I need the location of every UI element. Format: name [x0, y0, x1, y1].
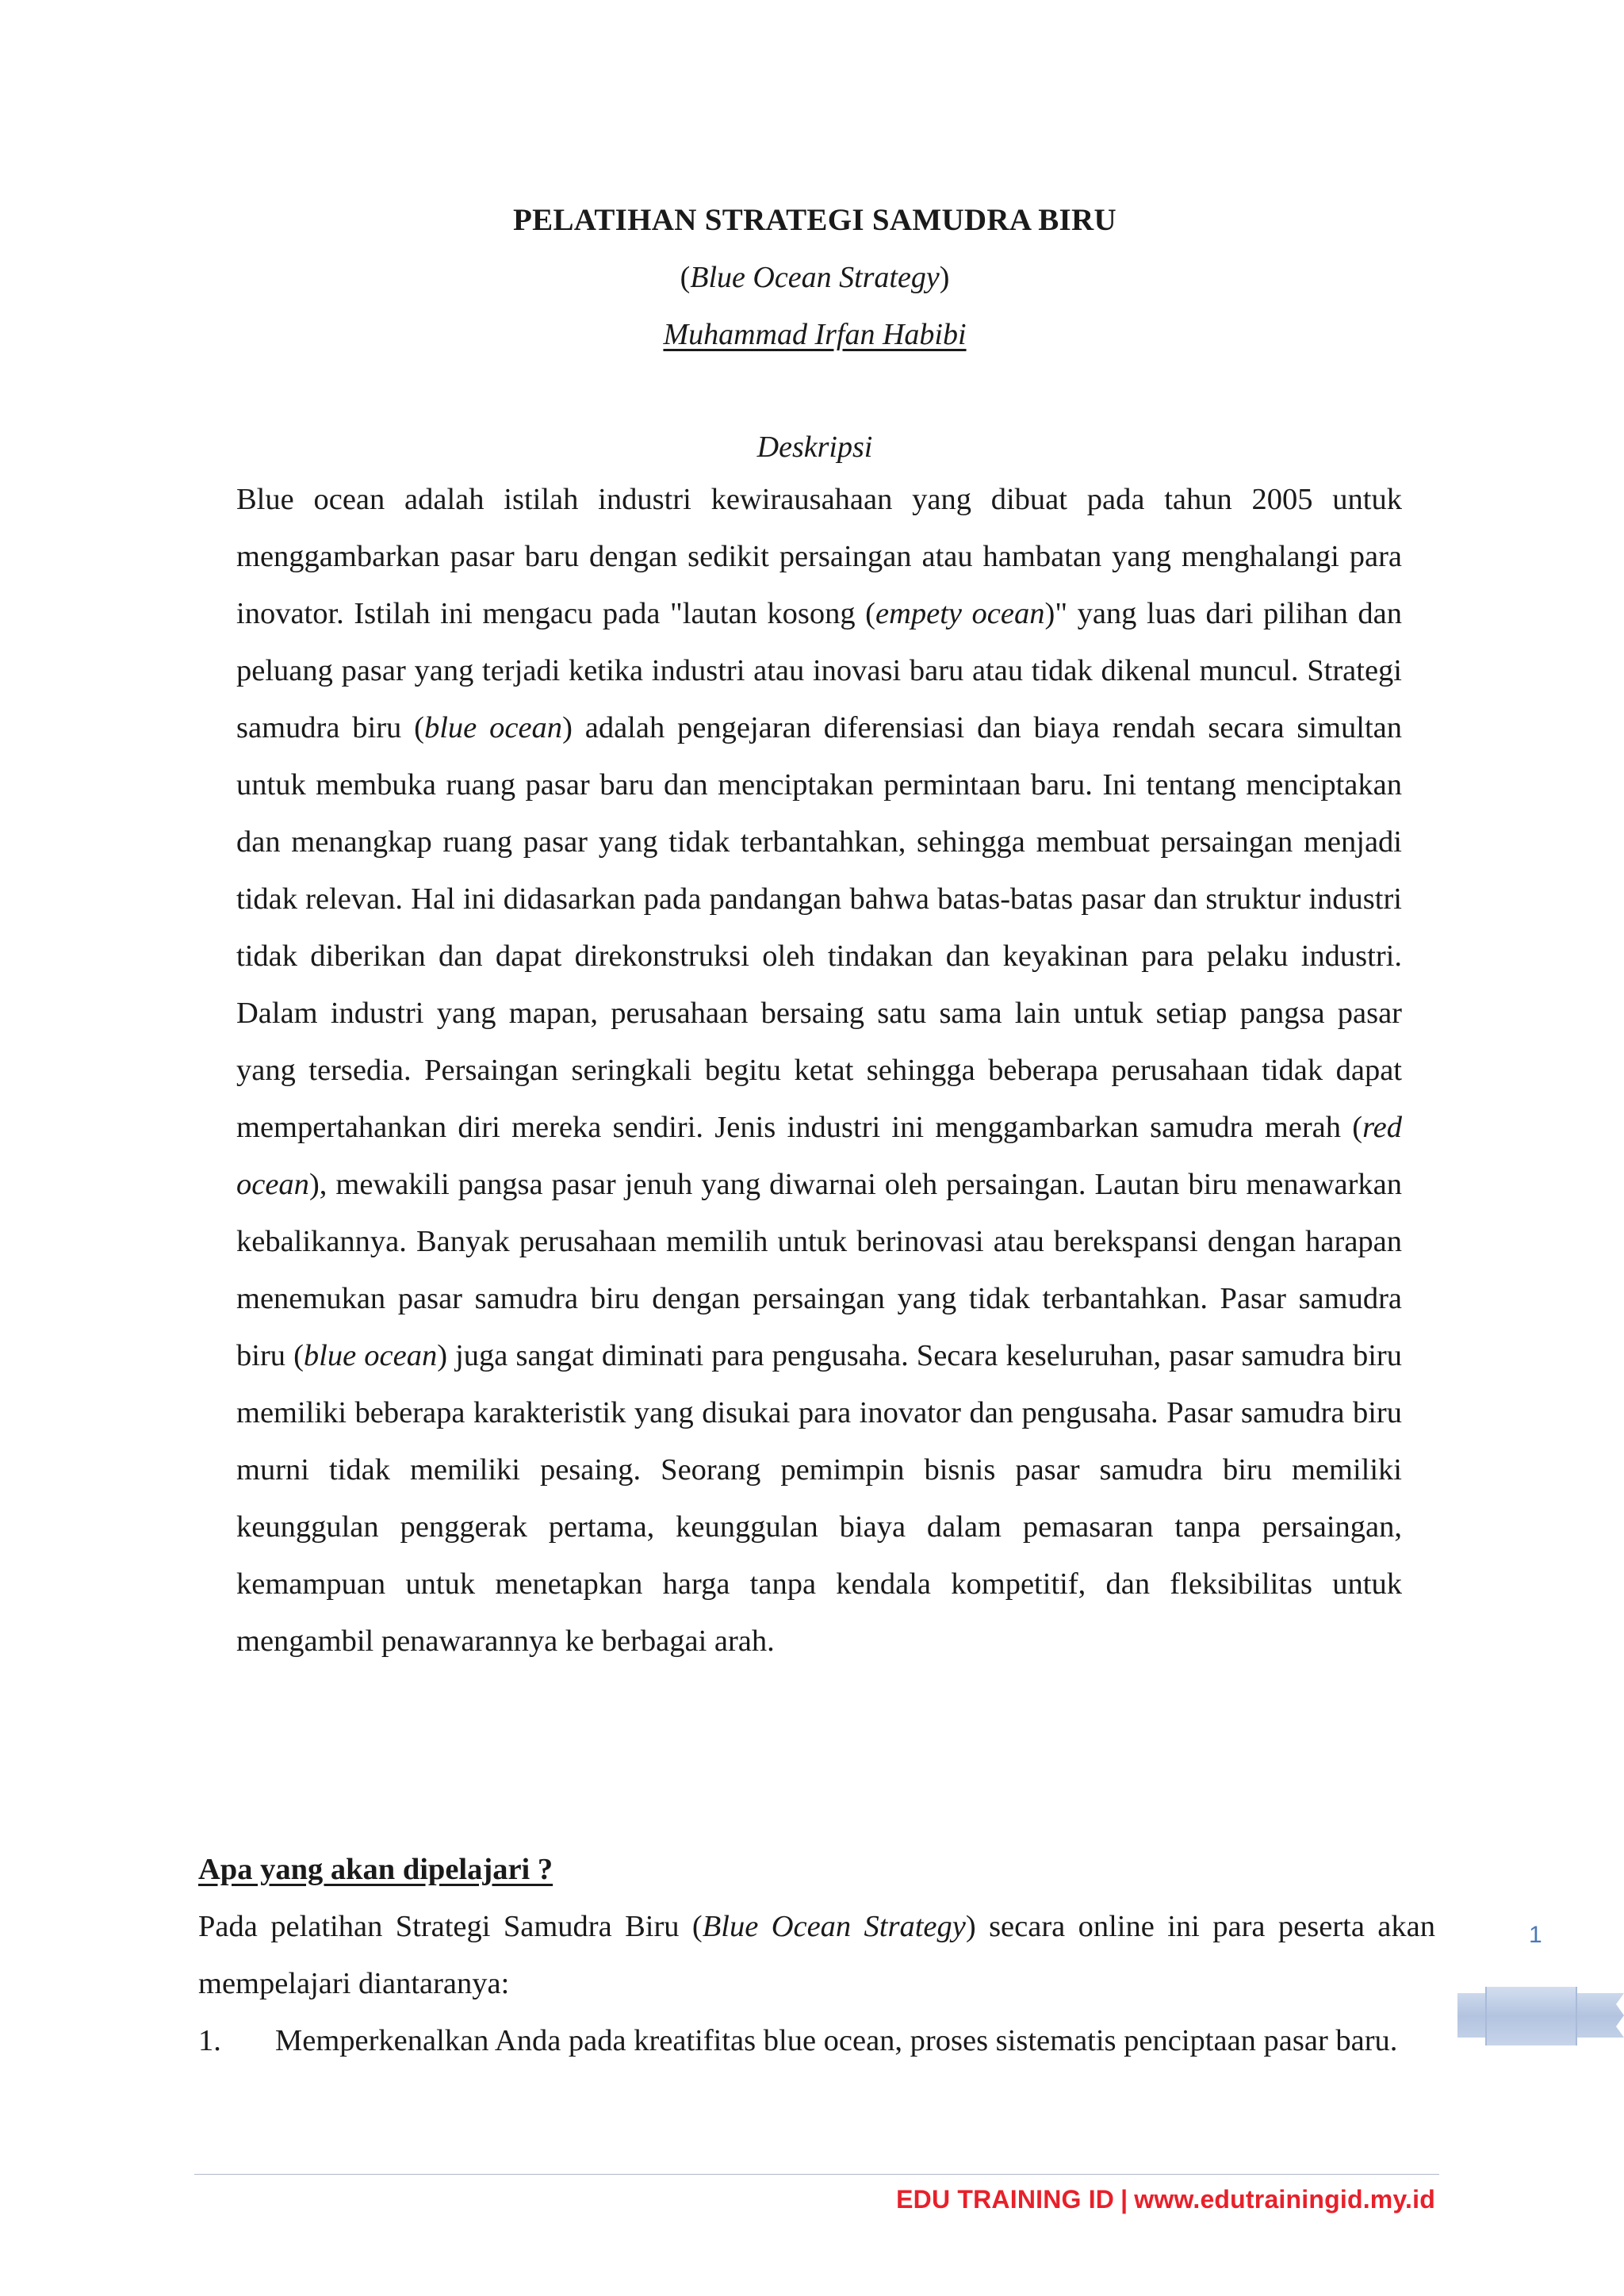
- subtitle-close-paren: ): [939, 261, 950, 294]
- desc-text-4: ), mewakili pangsa pasar jenuh yang diwarnai oleh persaingan. Lautan biru menawarkan kebalikannya. Banyak perusahaan memilih untuk berinovasi atau berekspansi dengan harapan menemukan pasar samudra biru dengan persaingan yang tidak terbantahkan. Pasar samudra biru (: [236, 1168, 1402, 1372]
- desc-text-2: )" yang luas dari pilihan dan peluang pasar yang terjadi ketika industri atau inovasi baru atau tidak dikenal muncul. Strategi samudra biru (: [236, 597, 1403, 744]
- description-paragraph: [236, 471, 1402, 1670]
- list-item-text: Memperkenalkan Anda pada kreatifitas blue ocean, proses sistematis penciptaan pasar baru.: [275, 2024, 1398, 2057]
- desc-text-5: ) juga sangat diminati para pengusaha. Secara keseluruhan, pasar samudra biru memiliki beberapa karakteristik yang disukai para inovator dan pengusaha. Pasar samudra biru murni tidak memiliki pesaing. Seorang pemimpin bisnis pasar samudra biru memiliki keunggulan penggerak pertama, keunggulan biaya dalam pemasaran tanpa persaingan, kemampuan untuk menetapkan harga tanpa kendala kompetitif, dan fleksibilitas untuk mengambil penawarannya ke berbagai arah.: [236, 1339, 1402, 1658]
- footer-divider: [194, 2174, 1439, 2175]
- footer-brand: EDU TRAINING ID: [896, 2185, 1115, 2214]
- intro-italic-1: Blue Ocean Strategy: [702, 1910, 966, 1943]
- learning-list: [198, 2012, 1435, 2069]
- footer: [896, 2185, 1435, 2214]
- subtitle-text: Blue Ocean Strategy: [690, 261, 940, 294]
- description-heading: Deskripsi: [756, 430, 873, 464]
- title-block: [198, 192, 1431, 476]
- desc-italic-3: red ocean: [236, 1111, 1402, 1201]
- desc-text-1: Blue ocean adalah istilah industri kewirausahaan yang dibuat pada tahun 2005 untuk menggambarkan pasar baru dengan sedikit persaingan atau hambatan yang menghalangi para inovator. Istilah ini mengacu pada "lautan kosong (: [236, 483, 1402, 630]
- list-item-number: 1.: [198, 2024, 221, 2057]
- desc-italic-2: blue ocean: [423, 711, 563, 744]
- desc-text-3: ) adalah pengejaran diferensiasi dan biaya rendah secara simultan untuk membuka ruang pasar baru dan menciptakan permintaan baru. Ini tentang menciptakan dan menangkap ruang pasar yang tidak terbantahkan, sehingga membuat persaingan menjadi tidak relevan. Hal ini didasarkan pada pandangan bahwa batas-batas pasar dan struktur industri tidak diberikan dan dapat direkonstruksi oleh tindakan dan keyakinan para pelaku industri. Dalam industri yang mapan, perusahaan bersaing satu sama lain untuk setiap pangsa pasar yang tersedia. Persaingan seringkali begitu ketat sehingga beberapa perusahaan tidak dapat mempertahankan diri mereka sendiri. Jenis industri ini menggambarkan samudra merah (: [236, 711, 1402, 1144]
- section-heading: Apa yang akan dipelajari ?: [198, 1853, 553, 1886]
- intro-text-1: Pada pelatihan Strategi Samudra Biru (: [198, 1910, 703, 1943]
- page-ribbon-icon: [1457, 1987, 1624, 2045]
- document-author: Muhammad Irfan Habibi: [663, 318, 967, 351]
- desc-italic-4: blue ocean: [303, 1339, 438, 1372]
- document-subtitle: [198, 249, 1431, 306]
- desc-italic-1: empety ocean: [875, 597, 1045, 630]
- page-number: 1: [1529, 1922, 1542, 1948]
- document-title: PELATIHAN STRATEGI SAMUDRA BIRU: [513, 203, 1116, 237]
- subtitle-open-paren: (: [680, 261, 691, 294]
- footer-url[interactable]: www.edutrainingid.my.id: [1134, 2185, 1435, 2214]
- footer-separator: |: [1120, 2185, 1128, 2214]
- list-item: [198, 2012, 1435, 2069]
- intro-paragraph: [198, 1898, 1435, 2012]
- intro-text-2: ) secara online ini para peserta akan mempelajari diantaranya:: [198, 1910, 1435, 2000]
